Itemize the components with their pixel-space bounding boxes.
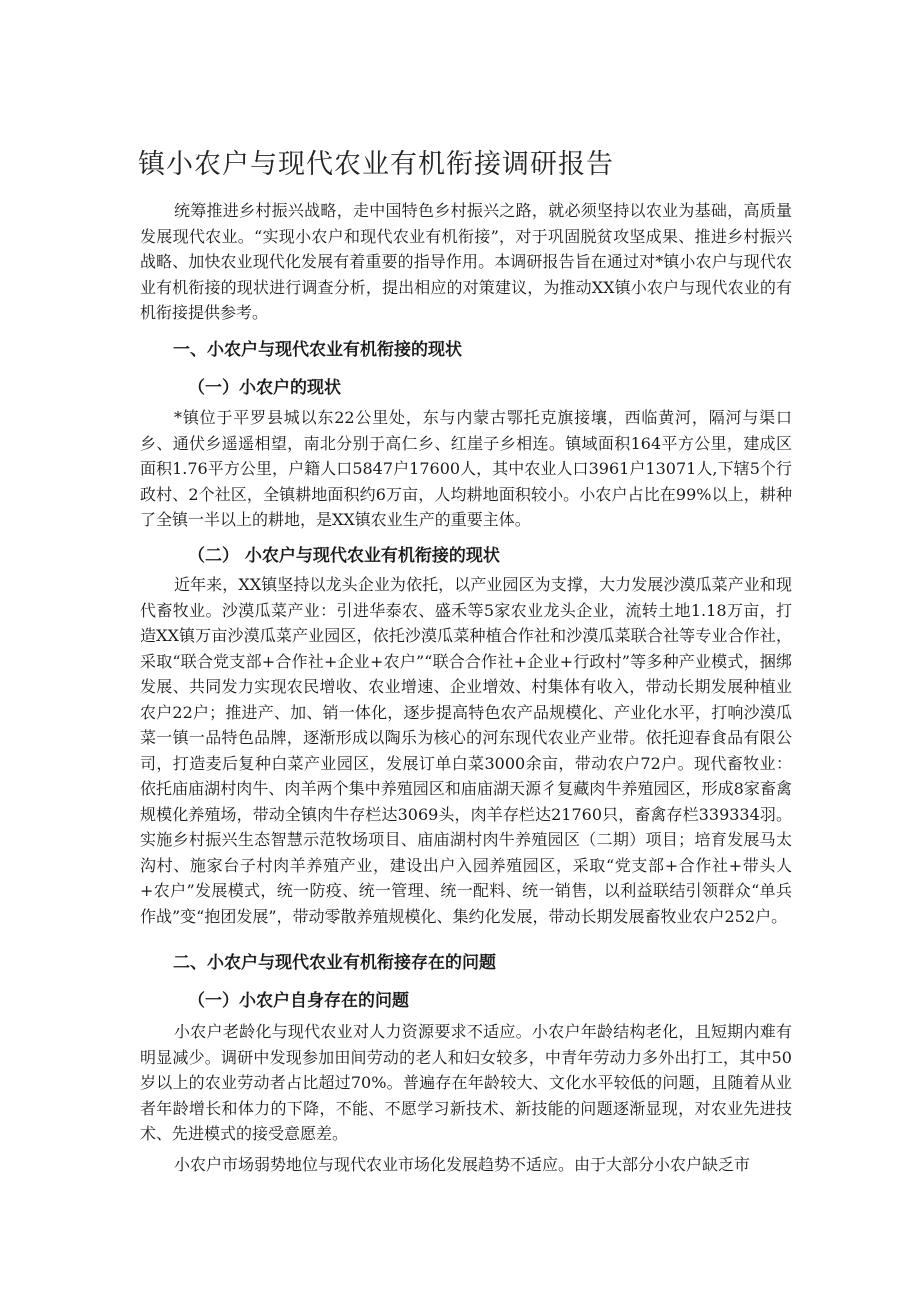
intro-paragraph: 统筹推进乡村振兴战略，走中国特色乡村振兴之路，就必须坚持以农业为基础，高质量发展现代农业。“实现小农户和现代农业有机衔接”，对于巩固脱贫攻坚成果、推进乡村振兴战略、加快农业现代化发展有着重要的指导作用。本调研报告旨在通过对*镇小农户与现代农业有机衔接的现状进行调查分析，提出相应的对策建议，为推动XX镇小农户与现代农业的有机衔接提供参考。 xyxy=(140,201,792,322)
section-2-heading: 二、小农户与现代农业有机衔接存在的问题 xyxy=(173,953,496,973)
section-2-1-paragraph-2: 小农户市场弱势地位与现代农业市场化发展趋势不适应。由于大部分小农户缺乏市 xyxy=(174,1155,751,1174)
section-1-1-heading: （一）小农户的现状 xyxy=(188,378,341,398)
section-1-heading: 一、小农户与现代农业有机衔接的现状 xyxy=(173,340,462,360)
section-1-2-paragraph: 近年来，XX镇坚持以龙头企业为依托，以产业园区为支撑，大力发展沙漠瓜菜产业和现代畜牧业。沙漠瓜菜产业：引进华泰农、盛禾等5家农业龙头企业，流转土地1.18万亩，打造XX镇万亩沙漠瓜菜产业园区，依托沙漠瓜菜种植合作社和沙漠瓜菜联合社等专业合作社，采取“联合党支部+合作社+企业+农户”“联合合作社+企业+行政村”等多种产业模式，捆绑发展、共同发力实现农民增收、农业增速、企业增效、村集体有收入，带动长期发展种植业农户22户；推进产、加、销一体化，逐步提高特色农产品规模化、产业化水平，打响沙漠瓜菜一镇一品特色品牌，逐渐形成以陶乐为核心的河东现代农业产业带。依托迎春食品有限公司，打造麦后复种白菜产业园区，发展订单白菜3000余亩，带动农户72户。现代畜牧业：依托庙庙湖村肉牛、肉羊两个集中养殖园区和庙庙湖天源彳复藏肉牛养殖园区，形成8家畜禽规模化养殖场，带动全镇肉牛存栏达3069头，肉羊存栏达21760只，畜禽存栏339334羽。实施乡村振兴生态智慧示范牧场项目、庙庙湖村肉牛养殖园区（二期）项目；培育发展马太沟村、施家台子村肉羊养殖产业，建设出户入园养殖园区，采取“党支部+合作社+带头人+农户”发展模式，统一防疫、统一管理、统一配料、统一销售，以利益联结引领群众“单兵作战”变“抱团发展”，带动零散养殖规模化、集约化发展，带动长期发展畜牧业农户252户。 xyxy=(140,575,792,926)
section-2-1-heading: （一）小农户自身存在的问题 xyxy=(188,991,409,1011)
section-2-1-paragraph-1: 小农户老龄化与现代农业对人力资源要求不适应。小农户年龄结构老化，且短期内难有明显减少。调研中发现参加田间劳动的老人和妇女较多，中青年劳动力多外出打工，其中50岁以上的农业劳动者占比超过70%。普遍存在年龄较大、文化水平较低的问题，且随着从业者年龄增长和体力的下降，不能、不愿学习新技术、新技能的问题逐渐显现，对农业先进技术、先进模式的接受意愿差。 xyxy=(140,1022,792,1143)
section-1-1-paragraph: *镇位于平罗县城以东22公里处，东与内蒙古鄂托克旗接壤，西临黄河，隔河与渠口乡、通伏乡遥遥相望，南北分别于高仁乡、红崖子乡相连。镇域面积164平方公里，建成区面积1.76平方公里，户籍人口5847户17600人，其中农业人口3961户13071人,下辖5个行政村、2个社区，全镇耕地面积约6万亩，人均耕地面积较小。小农户占比在99%以上，耕种了全镇一半以上的耕地，是XX镇农业生产的重要主体。 xyxy=(140,408,792,529)
section-1-2-heading: （二） 小农户与现代农业有机衔接的现状 xyxy=(188,546,500,566)
document-title: 镇小农户与现代农业有机衔接调研报告 xyxy=(138,149,614,180)
